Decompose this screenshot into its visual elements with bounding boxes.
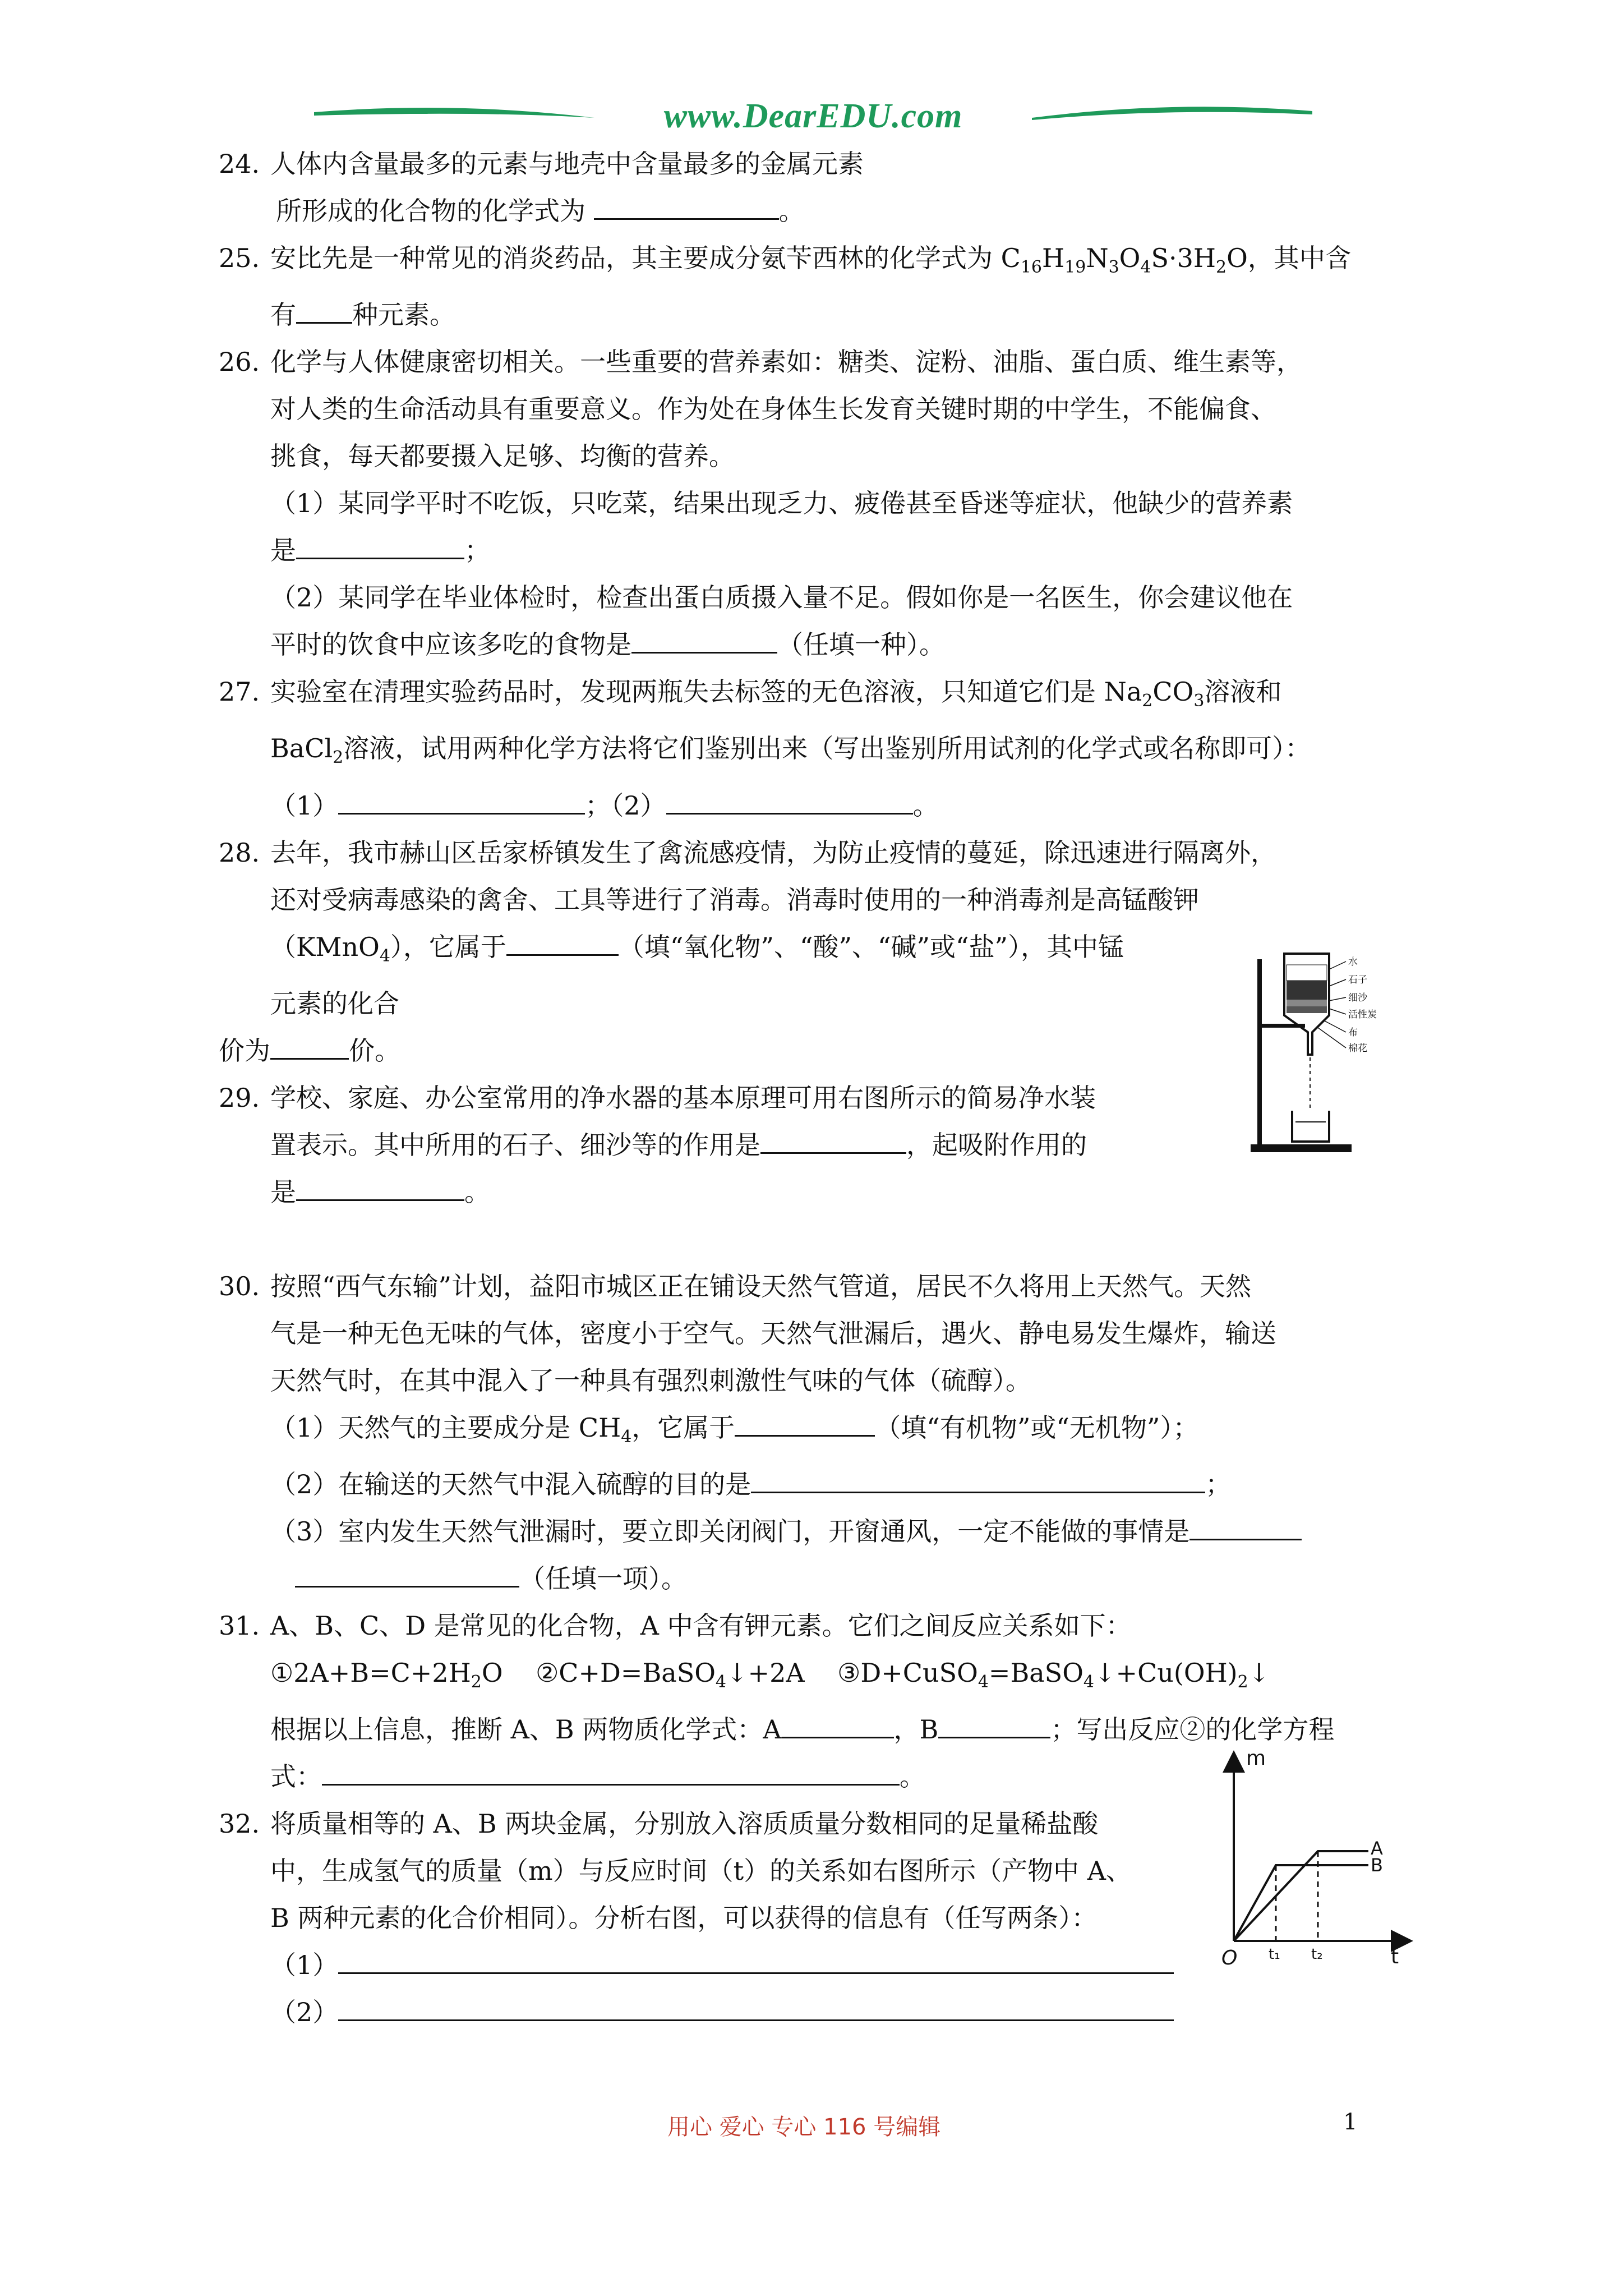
x-axis-label: t xyxy=(1391,1945,1399,1968)
spacer xyxy=(219,1216,1424,1263)
sand-layer xyxy=(1287,1000,1327,1006)
question-number: 28. xyxy=(219,837,260,868)
sub-question-text: （3）室内发生天然气泄漏时，要立即关闭阀门，开窗通风，一定不能做的事情是 xyxy=(270,1508,1424,1555)
stone-layer xyxy=(1287,981,1327,1000)
t2-tick-label: t₂ xyxy=(1311,1946,1323,1963)
answer-blank[interactable] xyxy=(760,1124,906,1154)
question-text: 根据以上信息，推断 A、B 两物质化学式：A ，B ；写出反应②的化学方程 xyxy=(270,1706,1424,1753)
answer-blank[interactable] xyxy=(751,1464,1205,1493)
origin-label: O xyxy=(1221,1947,1238,1969)
sub-question-text: （2）在输送的天然气中混入硫醇的目的是 ； xyxy=(270,1461,1424,1508)
answer-blank[interactable] xyxy=(322,1756,900,1786)
question-25 xyxy=(219,234,1424,338)
filter-label-sand: 细沙 xyxy=(1348,992,1367,1004)
answer-line: （1） xyxy=(270,1941,1424,1989)
answer-blank[interactable] xyxy=(938,1709,1050,1738)
question-text: 去年，我市赫山区岳家桥镇发生了禽流感疫情，为防止疫情的蔓延，除迅速进行隔离外， xyxy=(270,837,1276,868)
series-a-label: A xyxy=(1371,1838,1383,1859)
question-text: B 两种元素的化合价相同）。分析右图，可以获得的信息有（任写两条）： xyxy=(270,1903,1098,1934)
question-text: 式： 。 xyxy=(270,1753,1424,1800)
question-text: 所形成的化合物的化学式为 。 xyxy=(270,187,1424,234)
stand-rod xyxy=(1257,959,1262,1145)
water-layer xyxy=(1287,965,1327,981)
question-number: 29. xyxy=(219,1082,260,1113)
question-30 xyxy=(219,1263,1424,1602)
question-text: 挑食，每天都要摄入足够、均衡的营养。 xyxy=(270,441,735,472)
question-number: 27. xyxy=(219,677,260,707)
question-text: 安比先是一种常见的消炎药品，其主要成分氨苄西林的化学式为 $C_{16}H_{19}N_3O_4S\cdot 3H_2O$，其中含 xyxy=(270,243,1351,278)
question-text: （KMnO$_4$），它属于 （填“氧化物”、“酸”、“碱”或“盐”），其中锰 xyxy=(270,923,1424,980)
filter-label-carbon: 活性炭 xyxy=(1348,1009,1377,1020)
question-text: 天然气时，在其中混入了一种具有强烈刺激性气味的气体（硫醇）。 xyxy=(270,1365,1031,1396)
answer-line: （2） xyxy=(270,1989,1424,2036)
answer-blank[interactable] xyxy=(666,785,913,815)
carbon-layer xyxy=(1287,1006,1327,1013)
reaction-1: $①2A+B=C+2H_2O$ xyxy=(270,1657,503,1692)
series-b-line xyxy=(1234,1865,1368,1941)
question-number: 25. xyxy=(219,243,260,273)
answer-blank[interactable] xyxy=(506,926,619,956)
question-number: 32. xyxy=(219,1809,260,1839)
question-number: 30. xyxy=(219,1271,260,1301)
answer-blank[interactable] xyxy=(295,1558,519,1588)
mass-time-graph xyxy=(1206,1745,1413,1969)
answer-blank[interactable] xyxy=(1189,1511,1302,1540)
water-filter-figure xyxy=(1245,942,1396,1156)
question-number: 26. xyxy=(219,347,260,378)
t1-tick-label: t₁ xyxy=(1269,1946,1280,1963)
question-text: 置表示。其中所用的石子、细沙等的作用是 ，起吸附作用的 xyxy=(270,1121,1424,1168)
reaction-3: $③D+CuSO_4=BaSO_4↓+Cu(OH)_2↓$ xyxy=(837,1657,1270,1692)
page-number: 1 xyxy=(1343,2109,1358,2135)
answer-blank[interactable] xyxy=(338,1944,1174,1974)
question-27 xyxy=(219,668,1424,829)
footer-credit: 用心 爱心 专心 116 号编辑 xyxy=(667,2114,941,2140)
y-axis-label: m xyxy=(1246,1747,1266,1770)
answer-blank[interactable] xyxy=(270,1030,349,1060)
beaker xyxy=(1292,1111,1329,1142)
sub-question-text: 是 ； xyxy=(270,527,1424,574)
filter-label-water: 水 xyxy=(1348,956,1358,968)
question-text: 是 。 xyxy=(270,1168,1424,1216)
question-29 xyxy=(219,1074,1424,1216)
series-b-label: B xyxy=(1371,1855,1383,1876)
sub-question-text: （任填一项）。 xyxy=(270,1555,1424,1602)
answer-blank[interactable] xyxy=(594,190,779,220)
sub-question-text: 平时的饮食中应该多吃的食物是 （任填一种）。 xyxy=(270,621,1424,668)
filter-label-cloth: 布 xyxy=(1348,1027,1358,1038)
answer-blank[interactable] xyxy=(296,530,464,559)
reaction-2: ②C+D=BaSO$_4$↓+2A xyxy=(536,1657,805,1692)
answer-blank[interactable] xyxy=(296,294,352,324)
sub-question-text: （2）某同学在毕业体检时，检查出蛋白质摄入量不足。假如你是一名医生，你会建议他在 xyxy=(270,582,1293,613)
sub-question-text: （1）某同学平时不吃饭，只吃菜，结果出现乏力、疲倦甚至昏迷等症状，他缺少的营养素 xyxy=(270,488,1293,519)
question-number: 24. xyxy=(219,149,260,179)
site-header-banner xyxy=(314,95,1312,146)
question-text: 中，生成氢气的质量（m）与反应时间（t）的关系如右图所示（产物中 A、 xyxy=(270,1856,1132,1887)
answer-blank[interactable] xyxy=(296,1171,464,1201)
question-24 xyxy=(219,140,1424,234)
question-text: 对人类的生命活动具有重要意义。作为处在身体生长发育关键时期的中学生，不能偏食、 xyxy=(270,394,1276,425)
question-text: 学校、家庭、办公室常用的净水器的基本原理可用右图所示的简易净水装 xyxy=(270,1082,1096,1113)
question-text: 价为 价。 xyxy=(219,1027,1424,1074)
question-26 xyxy=(219,338,1424,668)
question-28 xyxy=(219,829,1424,1074)
filter-label-stone: 石子 xyxy=(1348,974,1367,986)
filter-label-cotton: 棉花 xyxy=(1348,1043,1367,1054)
question-text: 还对受病毒感染的禽舍、工具等进行了消毒。消毒时使用的一种消毒剂是高锰酸钾 xyxy=(270,884,1199,915)
question-text: 元素的化合 xyxy=(270,988,399,1019)
reaction-equations xyxy=(270,1649,1424,1706)
answer-blank[interactable] xyxy=(782,1709,894,1738)
answer-blank[interactable] xyxy=(631,624,777,654)
site-name: www.DearEDU.com xyxy=(663,97,963,135)
question-text: BaCl$_2$溶液，试用两种化学方法将它们鉴别出来（写出鉴别所用试剂的化学式或名称即可）： xyxy=(270,733,1311,768)
question-text: 化学与人体健康密切相关。一些重要的营养素如：糖类、淀粉、油脂、蛋白质、维生素等， xyxy=(270,347,1302,378)
sub-question-text: （1）天然气的主要成分是 $CH_4$，它属于 （填“有机物”或“无机物”）； xyxy=(270,1404,1424,1461)
question-text: A、B、C、D 是常见的化合物，A 中含有钾元素。它们之间反应关系如下： xyxy=(270,1610,1132,1641)
answer-blank[interactable] xyxy=(338,1991,1174,2021)
question-text: 将质量相等的 A、B 两块金属，分别放入溶质质量分数相同的足量稀盐酸 xyxy=(270,1809,1099,1839)
answer-line: （1） ；（2） 。 xyxy=(270,782,1424,829)
question-text: 按照“西气东输”计划，益阳市城区正在铺设天然气管道，居民不久将用上天然气。天然 xyxy=(270,1271,1252,1301)
answer-blank[interactable] xyxy=(338,785,585,815)
answer-blank[interactable] xyxy=(735,1407,875,1437)
question-text: 有 种元素。 xyxy=(270,291,1424,338)
question-text: 实验室在清理实验药品时，发现两瓶失去标签的无色溶液，只知道它们是 $Na_2CO_3$溶液和 xyxy=(270,677,1282,711)
question-text: 气是一种无色无味的气体，密度小于空气。天然气泄漏后，遇火、静电易发生爆炸，输送 xyxy=(270,1318,1276,1349)
stand-base xyxy=(1251,1144,1352,1152)
question-number: 31. xyxy=(219,1610,260,1641)
question-text: 人体内含量最多的元素与地壳中含量最多的金属元素 xyxy=(270,149,864,179)
